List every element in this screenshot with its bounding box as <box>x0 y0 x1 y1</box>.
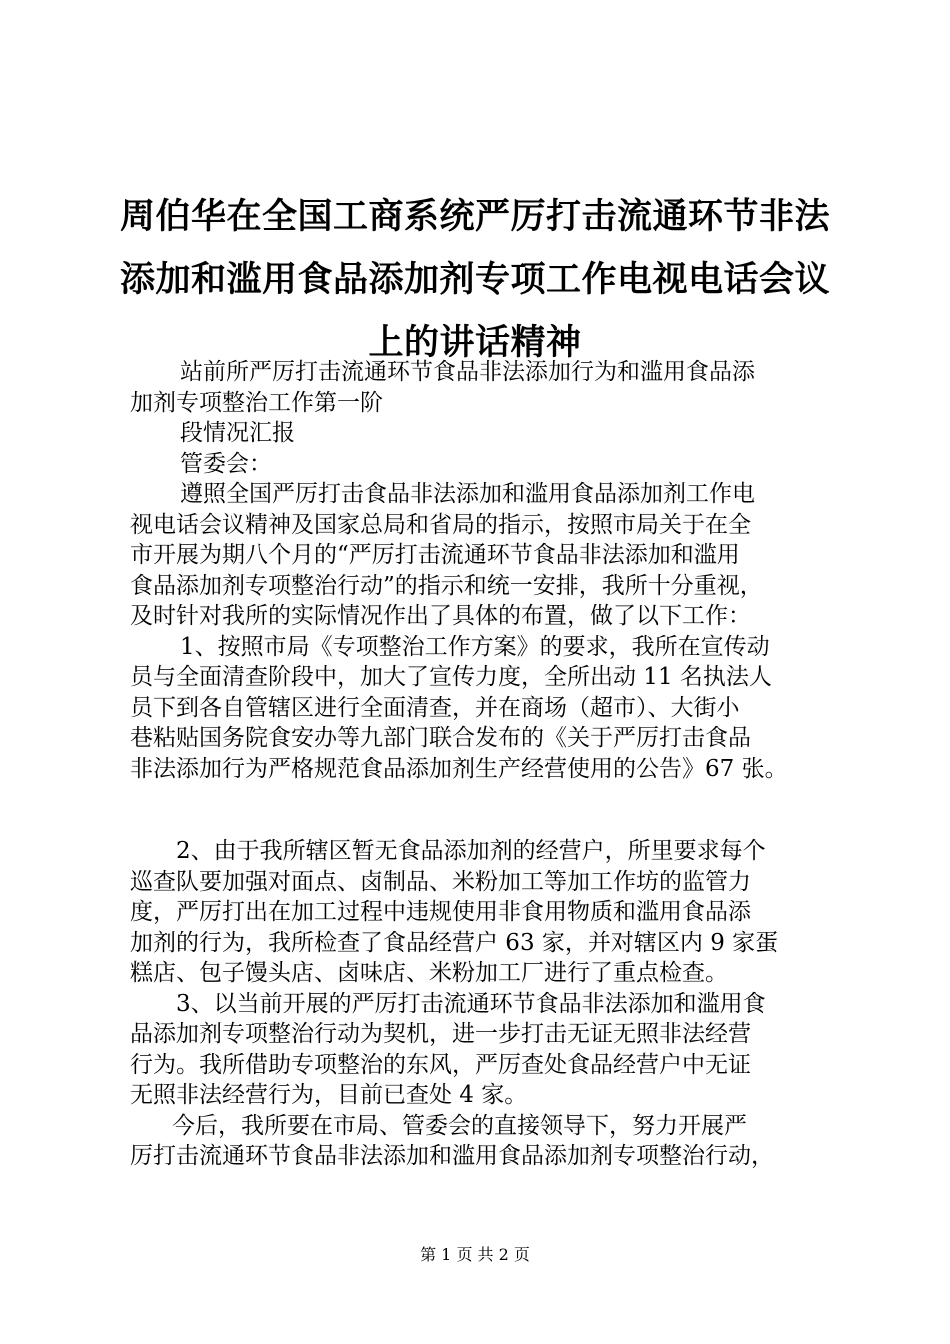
body-line: 非法添加行为严格规范食品添加剂生产经营使用的公告》67 张。 <box>130 755 788 782</box>
title-line-3: 上的讲话精神 <box>368 323 582 363</box>
body-line: 巡查队要加强对面点、卤制品、米粉加工等加工作坊的监管力 <box>130 868 751 895</box>
body-line: 3、以当前开展的严厉打击流通环节食品非法添加和滥用食 <box>176 990 766 1017</box>
body-line: 视电话会议精神及国家总局和省局的指示，按照市局关于在全 <box>130 511 751 538</box>
body-line: 及时针对我所的实际情况作出了具体的布置，做了以下工作： <box>130 603 751 629</box>
title-line-2: 添加和滥用食品添加剂专项工作电视电话会议 <box>119 260 830 300</box>
body-line: 段情况汇报 <box>180 420 295 446</box>
body-line: 1、按照市局《专项整治工作方案》的要求，我所在宣传动 <box>180 633 770 660</box>
body-line: 员下到各自管辖区进行全面清查，并在商场（超市）、大街小 <box>130 694 740 721</box>
body-line: 加剂专项整治工作第一阶 <box>130 389 383 416</box>
body-line: 今后，我所要在市局、管委会的直接领导下，努力开展严 <box>172 1112 747 1139</box>
body-line: 糕店、包子馒头店、卤味店、米粉加工厂进行了重点检查。 <box>130 960 728 986</box>
body-line: 站前所严厉打击流通环节食品非法添加行为和滥用食品添 <box>180 359 755 385</box>
paragraph-gap <box>130 784 830 836</box>
title-line-1: 周伯华在全国工商系统严厉打击流通环节非法 <box>119 197 830 237</box>
document-body <box>130 357 830 1172</box>
body-line: 员与全面清查阶段中，加大了宣传力度，全所出动 11 名执法人 <box>130 664 772 690</box>
body-line: 行为。我所借助专项整治的东风，严厉查处食品经营户中无证 <box>130 1051 751 1078</box>
body-line: 加剂的行为，我所检查了食品经营户 63 家，并对辖区内 9 家蛋 <box>130 929 779 956</box>
body-line: 2、由于我所辖区暂无食品添加剂的经营户，所里要求每个 <box>176 838 766 864</box>
body-line: 管委会： <box>180 450 272 477</box>
page-number: 第 1 页 共 2 页 <box>420 1245 530 1264</box>
body-line: 无照非法经营行为，目前已查处 4 家。 <box>130 1082 528 1108</box>
body-line: 品添加剂专项整治行动为契机，进一步打击无证无照非法经营 <box>130 1021 751 1047</box>
body-line: 厉打击流通环节食品非法添加和滥用食品添加剂专项整治行动， <box>130 1143 774 1169</box>
page-footer <box>0 1245 950 1265</box>
body-line: 食品添加剂专项整治行动”的指示和统一安排，我所十分重视， <box>130 572 763 599</box>
body-line: 市开展为期八个月的“严厉打击流通环节食品非法添加和滥用 <box>130 542 740 568</box>
document-title <box>118 186 832 375</box>
body-line: 遵照全国严厉打击食品非法添加和滥用食品添加剂工作电 <box>180 481 755 507</box>
body-line: 巷粘贴国务院食安办等九部门联合发布的《关于严厉打击食品 <box>130 725 751 751</box>
body-line: 度，严厉打出在加工过程中违规使用非食用物质和滥用食品添 <box>130 899 751 925</box>
